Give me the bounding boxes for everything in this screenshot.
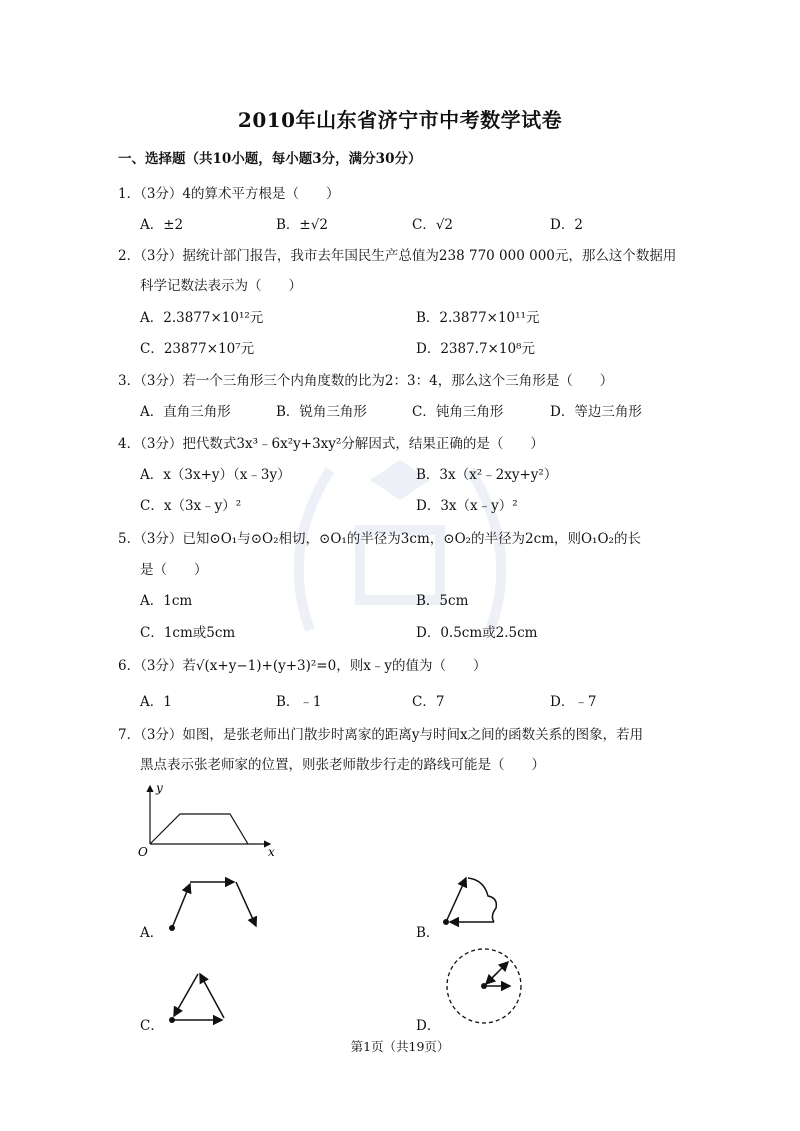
x-axis-label: x <box>268 845 275 859</box>
q1-option-a: A．±2 <box>140 217 184 233</box>
q6-option-c: C．7 <box>412 694 445 710</box>
question-3-stem: 3．（3分）若一个三角形三个内角度数的比为2：3：4，那么这个三角形是（ ） <box>118 373 614 389</box>
q2-option-b: B．2.3877×10¹¹元 <box>416 310 540 326</box>
question-7-stem-line1: 7．（3分）如图，是张老师出门散步时离家的距离y与时间x之间的函数关系的图象，若用 <box>118 727 644 743</box>
q3-option-d: D．等边三角形 <box>550 404 642 420</box>
q1-option-b: B．±√2 <box>276 217 328 233</box>
page-footer: 第1页（共19页） <box>350 1039 450 1054</box>
q4-option-a: A．x（3x+y）（x﹣3y） <box>140 467 291 483</box>
origin-label: O <box>138 845 148 859</box>
q3-option-a: A．直角三角形 <box>140 404 231 420</box>
question-1-stem: 1．（3分）4的算术平方根是（ ） <box>118 186 340 202</box>
section-heading: 一、选择题（共10小题，每小题3分，满分30分） <box>118 151 422 167</box>
q3-option-b: B．锐角三角形 <box>276 404 367 420</box>
y-axis-label: y <box>156 781 163 795</box>
question-2-stem-line1: 2．（3分）据统计部门报告，我市去年国民生产总值为238 770 000 000元，那么这个数据用 <box>118 248 677 264</box>
q1-option-d: D．2 <box>550 217 583 233</box>
q7-option-a-label: A． <box>140 925 164 941</box>
q1-option-c: C．√2 <box>412 217 454 233</box>
q4-option-b: B．3x（x²﹣2xy+y²） <box>416 467 558 483</box>
q7-option-d-label: D． <box>416 1018 441 1034</box>
q2-option-c: C．23877×10⁷元 <box>140 341 255 357</box>
q5-option-d: D．0.5cm或2.5cm <box>416 625 538 641</box>
q3-option-c: C．钝角三角形 <box>412 404 504 420</box>
q2-option-d: D．2387.7×10⁸元 <box>416 341 535 357</box>
q7-option-b-figure <box>436 868 516 932</box>
q7-option-a-figure <box>160 872 270 934</box>
question-5-stem-line2: 是（ ） <box>140 562 208 578</box>
q4-option-d: D．3x（x﹣y）² <box>416 498 518 514</box>
question-7-stem-line2: 黑点表示张老师家的位置，则张老师散步行走的路线可能是（ ） <box>140 757 545 773</box>
question-5-stem-line1: 5．（3分）已知⊙O₁与⊙O₂相切，⊙O₁的半径为3cm，⊙O₂的半径为2cm，则O₁O₂的长 <box>118 531 641 547</box>
q7-function-graph <box>130 780 280 860</box>
q2-option-a: A．2.3877×10¹²元 <box>140 310 264 326</box>
q5-option-b: B．5cm <box>416 593 469 609</box>
page-title: 2010年山东省济宁市中考数学试卷 <box>237 108 563 132</box>
question-4-stem: 4．（3分）把代数式3x³﹣6x²y+3xy²分解因式，结果正确的是（ ） <box>118 436 544 452</box>
q5-option-c: C．1cm或5cm <box>140 625 236 641</box>
question-2-stem-line2: 科学记数法表示为（ ） <box>140 278 302 294</box>
q7-option-c-figure <box>160 966 240 1030</box>
q5-option-a: A．1cm <box>140 593 193 609</box>
q6-option-a: A．1 <box>140 694 172 710</box>
q4-option-c: C．x（3x﹣y）² <box>140 498 242 514</box>
q7-option-d-figure <box>442 944 526 1028</box>
question-6-stem: 6．（3分）若√(x+y−1)+(y+3)²=0，则x﹣y的值为（ ） <box>118 658 487 674</box>
q7-option-b-label: B． <box>416 925 440 941</box>
q7-option-c-label: C． <box>140 1018 164 1034</box>
q6-option-d: D．﹣7 <box>550 694 597 710</box>
q6-option-b: B．﹣1 <box>276 694 322 710</box>
graph-curve <box>150 814 248 844</box>
